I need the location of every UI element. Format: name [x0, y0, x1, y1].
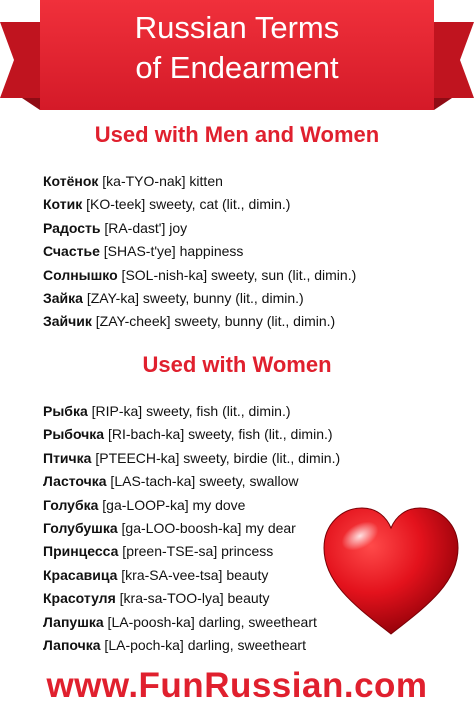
term-pronunciation-meaning: [kra-sa-TOO-lya] beauty: [115, 590, 270, 607]
term-item: [43, 310, 356, 333]
term-pronunciation-meaning: [RIP-ka] sweety, fish (lit., dimin.): [87, 403, 291, 419]
term-pronunciation-meaning: [SHAS-t'ye] happiness: [99, 243, 244, 260]
russian-word: Счастье: [43, 243, 100, 260]
term-pronunciation-meaning: [ka-TYO-nak] kitten: [98, 173, 223, 189]
website-url[interactable]: www.FunRussian.com: [46, 666, 428, 705]
term-pronunciation-meaning: [KO-teek] sweety, cat (lit., dimin.): [82, 196, 291, 213]
russian-word: Голубка: [43, 496, 99, 513]
term-item: [43, 634, 340, 657]
russian-word: Птичка: [43, 449, 92, 466]
russian-word: Котик: [43, 196, 83, 213]
term-pronunciation-meaning: [kra-SA-vee-tsa] beauty: [117, 566, 269, 583]
russian-word: Радость: [43, 219, 101, 236]
term-pronunciation-meaning: [LAS-tach-ka] sweety, swallow: [106, 473, 299, 490]
russian-word: Зайка: [43, 289, 83, 306]
term-pronunciation-meaning: [ga-LOOP-ka] my dove: [98, 496, 246, 513]
title-line-1: Russian Terms: [134, 10, 340, 45]
term-item: [43, 264, 356, 287]
term-item: [43, 217, 356, 240]
russian-word: Солнышко: [43, 266, 118, 283]
title-line-2: of Endearment: [135, 50, 339, 85]
term-pronunciation-meaning: [RA-dast'] joy: [100, 219, 188, 236]
term-item: [43, 517, 340, 540]
term-item: [43, 400, 340, 423]
term-pronunciation-meaning: [ZAY-cheek] sweety, bunny (lit., dimin.): [91, 313, 336, 330]
russian-word: Красавица: [43, 566, 118, 583]
term-item: [43, 494, 340, 517]
term-item: [43, 540, 340, 563]
heart-icon: [318, 500, 464, 640]
term-item: [43, 170, 356, 193]
term-pronunciation-meaning: [LA-poch-ka] darling, sweetheart: [100, 636, 306, 653]
term-item: [43, 564, 340, 587]
term-item: [43, 470, 340, 493]
russian-word: Красотуля: [43, 590, 116, 607]
russian-word: Рыбка: [43, 403, 88, 419]
term-pronunciation-meaning: [ga-LOO-boosh-ka] my dear: [117, 519, 296, 536]
title-banner: [0, 0, 474, 115]
russian-word: Котёнок: [43, 173, 99, 189]
term-item: [43, 423, 340, 446]
term-pronunciation-meaning: [ZAY-ka] sweety, bunny (lit., dimin.): [82, 289, 304, 306]
russian-word: Рыбочка: [43, 426, 105, 443]
russian-word: Принцесса: [43, 543, 119, 560]
term-pronunciation-meaning: [PTEECH-ka] sweety, birdie (lit., dimin.): [91, 449, 341, 466]
term-item: [43, 240, 356, 263]
term-pronunciation-meaning: [LA-poosh-ka] darling, sweetheart: [103, 613, 317, 630]
term-pronunciation-meaning: [SOL-nish-ka] sweety, sun (lit., dimin.): [117, 266, 357, 283]
page-title: [40, 8, 434, 88]
russian-word: Ласточка: [43, 473, 107, 490]
term-item: [43, 447, 340, 470]
russian-word: Лапушка: [43, 613, 104, 630]
term-item: [43, 587, 340, 610]
term-item: [43, 287, 356, 310]
russian-word: Лапочка: [43, 636, 101, 653]
section-heading-women: Used with Women: [142, 352, 332, 377]
russian-word: Голубушка: [43, 519, 118, 536]
section-heading-men-and-women: Used with Men and Women: [94, 122, 380, 147]
term-pronunciation-meaning: [preen-TSE-sa] princess: [118, 543, 274, 560]
term-list-women: [43, 400, 340, 657]
term-pronunciation-meaning: [RI-bach-ka] sweety, fish (lit., dimin.): [104, 426, 333, 443]
term-item: [43, 193, 356, 216]
term-list-men-and-women: [43, 170, 356, 334]
russian-word: Зайчик: [43, 313, 92, 330]
term-item: [43, 611, 340, 634]
